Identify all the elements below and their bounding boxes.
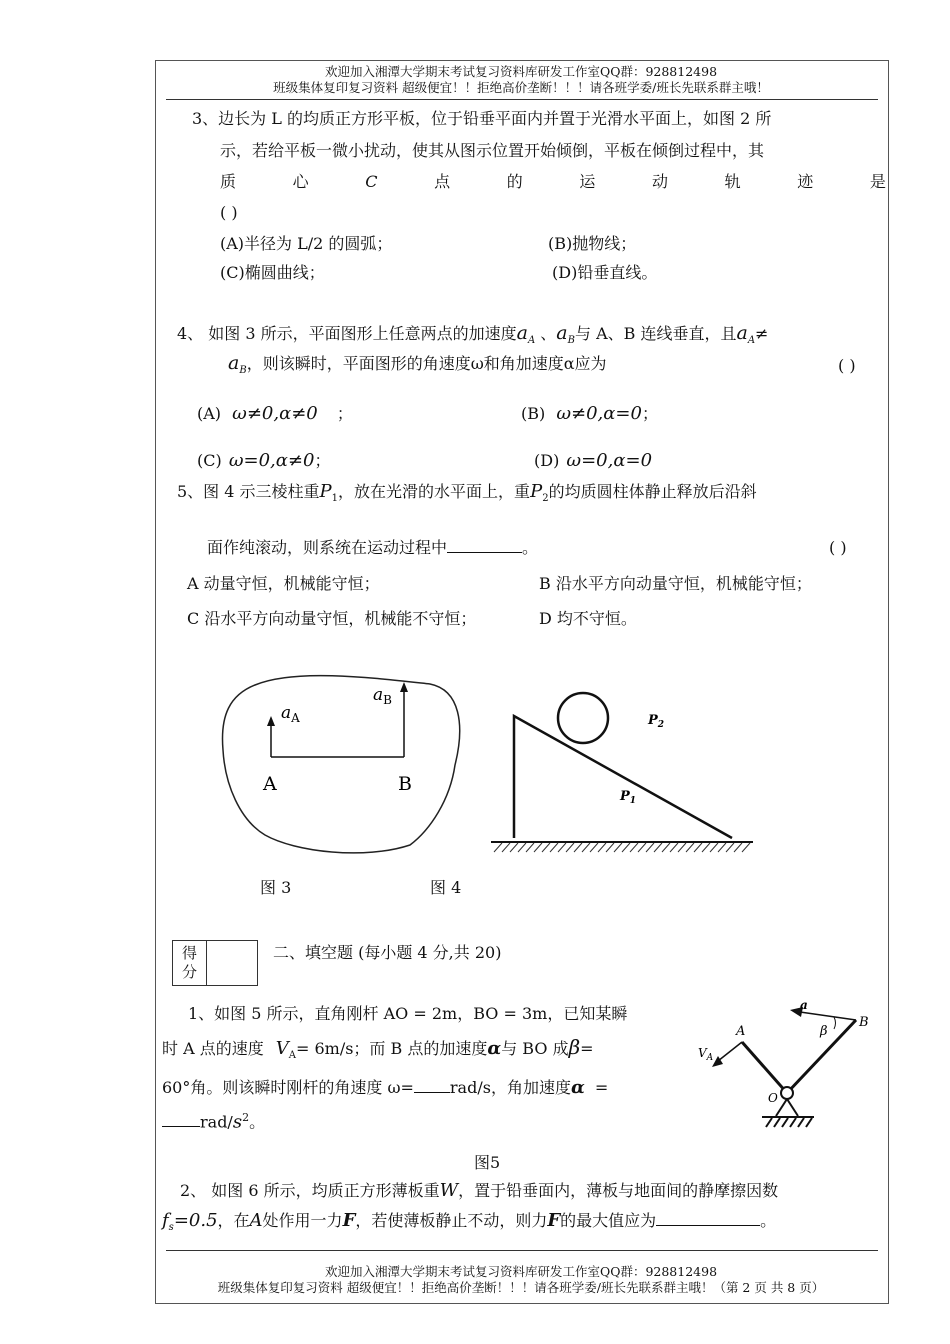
header-line-2: 班级集体复印复习资料 超级便宜！！拒绝高价垄断！！！请各班学委/班长先联系群主哦！ [273, 80, 769, 95]
fill1-line-4: rad/$s^2$。 [162, 1107, 265, 1133]
q4-line-1: 4、 如图 3 所示，平面图形上任意两点的加速度$a_A$ 、$a_B$与 A、B 连线垂直，且$a_A\ne$ [177, 322, 769, 347]
fill2-line-1: 2、 如图 6 所示，均质正方形薄板重W，置于铅垂面内，薄板与地面间的静摩擦因数 [180, 1180, 779, 1201]
header-line-1: 欢迎加入湘潭大学期末考试复习资料库研发工作室QQ群：928812498 [324, 64, 718, 79]
fig5-velocity-vA [718, 1042, 742, 1061]
q4-option-b: (B) ω≠0,α=0； [521, 403, 658, 424]
fig5-rod-AO [742, 1042, 787, 1093]
fig5-accel-a [800, 1012, 856, 1020]
figure-3 [215, 670, 475, 860]
q5-line-2: 面作纯滚动，则系统在运动过程中 。 [207, 538, 539, 557]
q4-answer-paren: ( ) [838, 356, 856, 375]
fig4-prism [514, 716, 732, 838]
fill1-alpha-blank[interactable] [162, 1112, 200, 1127]
fig5-label-a: a [800, 998, 808, 1012]
fig3-label-aB: $a_B$ [373, 685, 392, 707]
q3-line-1: 3、边长为 L 的均质正方形平板，位于铅垂平面内并置于光滑水平面上，如图 2 所 [192, 109, 772, 128]
section2-title: 二、填空题 (每小题 4 分,共 20) [273, 943, 502, 962]
fill2-line-2: $f_s=0.5$，在A处作用一力F，若使薄板静止不动，则力F的最大值应为 。 [162, 1210, 777, 1234]
q5-option-d: D 均不守恒。 [539, 609, 637, 628]
q5-option-a: A 动量守恒，机械能守恒； [187, 574, 380, 593]
fill1-fig-caption: 图5 [474, 1153, 501, 1172]
q4-line-2: $a_B$，则该瞬时，平面图形的角速度ω和角加速度α应为 [228, 352, 607, 377]
fig5-label-B: B [859, 1015, 869, 1030]
fig4-label-P2: $P_2$ [648, 713, 665, 730]
q5-option-c: C 沿水平方向动量守恒，机械能不守恒； [187, 609, 477, 628]
fig5-ground-hatch [766, 1118, 812, 1127]
fig4-cylinder [558, 693, 608, 743]
header-rule [166, 99, 878, 100]
fig5-support-right [787, 1099, 798, 1116]
fig5-label-beta: β [820, 1024, 828, 1039]
fill1-line-2: 时 A 点的速度 $V_A= 6m/s$；而 B 点的加速度α与 BO 成β= [162, 1035, 594, 1062]
fig4-caption: 图 4 [430, 878, 462, 897]
q3-option-a: (A)半径为 L/2 的圆弧； [220, 234, 393, 253]
q5-answer-paren: ( ) [829, 538, 847, 557]
q4-option-a: (A) ω≠0,α≠0 ； [197, 403, 353, 424]
fill1-omega-blank[interactable] [414, 1078, 450, 1093]
fig3-arrowhead-a [267, 716, 275, 726]
figure-5 [690, 995, 880, 1140]
fig3-label-aA: $a_A$ [281, 703, 300, 725]
figure-4 [488, 680, 758, 855]
q3-option-b: (B)抛物线； [548, 234, 637, 253]
q3-line-2: 示，若给平板一微小扰动，使其从图示位置开始倾倒，平板在倾倒过程中，其 [220, 141, 765, 160]
fig4-label-P1: $P_1$ [620, 789, 637, 806]
fill2-blank[interactable] [656, 1211, 760, 1226]
fig3-caption: 图 3 [260, 878, 292, 897]
fill1-line-1: 1、如图 5 所示，直角刚杆 AO = 2m，BO = 3m，已知某瞬 [188, 1004, 628, 1023]
fig3-plane-outline [222, 676, 459, 853]
score-label: 得 分 [173, 941, 207, 986]
fig5-label-VA: $V_A$ [698, 1046, 714, 1063]
fig3-label-B: B [398, 773, 412, 795]
fig5-label-O: O [768, 1091, 778, 1105]
score-field[interactable] [207, 941, 258, 986]
q5-blank[interactable] [447, 538, 522, 553]
fill1-line-3: 60°角。则该瞬时刚杆的角速度 ω= rad/s，角加速度α = [162, 1077, 609, 1098]
q3-answer-paren: ( ) [220, 203, 238, 222]
q5-option-b: B 沿水平方向动量守恒，机械能守恒； [539, 574, 812, 593]
q3-line-3: 质 心 C 点 的 运 动 轨 迹 是 [220, 172, 886, 191]
q5-line-1: 5、图 4 示三棱柱重$P_1$，放在光滑的水平面上，重$P_2$的均质圆柱体静止释放后沿斜 [177, 481, 757, 505]
fig5-label-A: A [736, 1024, 746, 1039]
fig5-pivot-O [781, 1087, 793, 1099]
footer-line-1: 欢迎加入湘潭大学期末考试复习资料库研发工作室QQ群：928812498 [324, 1264, 718, 1279]
fig3-arrowhead-b [400, 682, 408, 692]
q3-option-d: (D)铅垂直线。 [552, 263, 658, 282]
footer-line-2: 班级集体复印复习资料 超级便宜！！拒绝高价垄断！！！请各班学委/班长先联系群主哦！（第 2 页 共 8 页） [217, 1280, 825, 1295]
q3-option-c: (C)椭圆曲线； [220, 263, 325, 282]
fig5-beta-arc [834, 1017, 836, 1029]
q4-option-d: (D) ω=0,α=0 [534, 450, 653, 471]
score-box [172, 940, 258, 986]
fig4-ground-hatch [494, 843, 750, 852]
footer-rule [166, 1250, 878, 1251]
fig3-label-A: A [263, 773, 277, 795]
q4-option-c: (C) ω=0,α≠0； [197, 450, 331, 471]
